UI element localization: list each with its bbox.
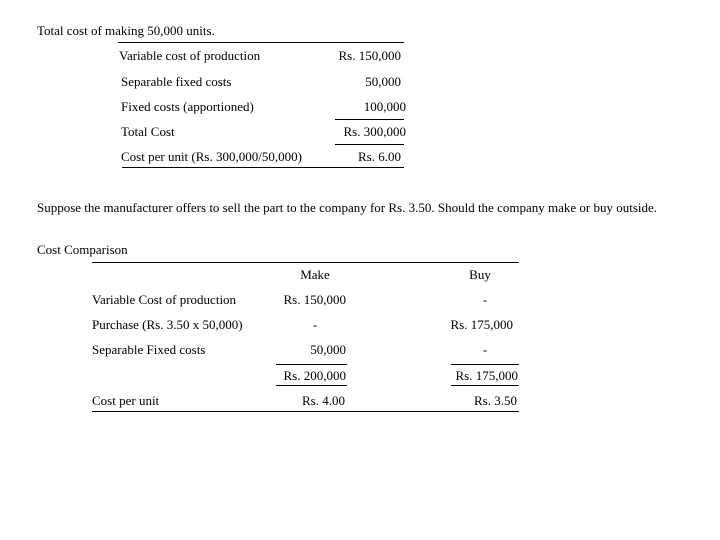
divider [92,411,519,412]
buy-value: Rs. 3.50 [474,393,517,408]
header-buy: Buy [469,267,491,282]
buy-value: Rs. 175,000 [450,317,513,332]
row-label: Total Cost [121,124,175,139]
make-value: 50,000 [310,342,346,357]
question-text: Suppose the manufacturer offers to sell the part to the company for Rs. 3.50. Should the company make or buy outside. [37,200,658,215]
section1-heading: Total cost of making 50,000 units. [37,23,215,38]
divider [118,42,404,43]
row-label: Fixed costs (apportioned) [121,99,254,114]
row-label: Separable fixed costs [121,74,232,89]
divider [335,119,404,120]
comparison-title: Cost Comparison [37,242,128,257]
divider [276,364,347,365]
divider [122,167,404,168]
row-value: Rs. 150,000 [338,48,401,63]
row-value: Rs. 6.00 [358,149,401,164]
row-label: Purchase (Rs. 3.50 x 50,000) [92,317,243,332]
buy-value: - [482,292,488,307]
row-value: Rs. 300,000 [343,124,406,139]
row-value: 50,000 [365,74,401,89]
buy-total: Rs. 175,000 [455,368,518,383]
divider [451,364,519,365]
row-label: Variable cost of production [119,48,261,63]
row-label: Variable Cost of production [92,292,237,307]
divider [276,385,347,386]
make-value: - [312,317,318,332]
make-value: Rs. 4.00 [302,393,345,408]
row-label: Cost per unit [92,393,160,408]
divider [92,262,519,263]
divider [335,144,404,145]
buy-value: - [482,342,488,357]
row-label: Separable Fixed costs [92,342,206,357]
row-label: Cost per unit (Rs. 300,000/50,000) [121,149,302,164]
make-total: Rs. 200,000 [283,368,346,383]
make-value: Rs. 150,000 [283,292,346,307]
divider [451,385,519,386]
header-make: Make [300,267,330,282]
row-value: 100,000 [363,99,406,114]
